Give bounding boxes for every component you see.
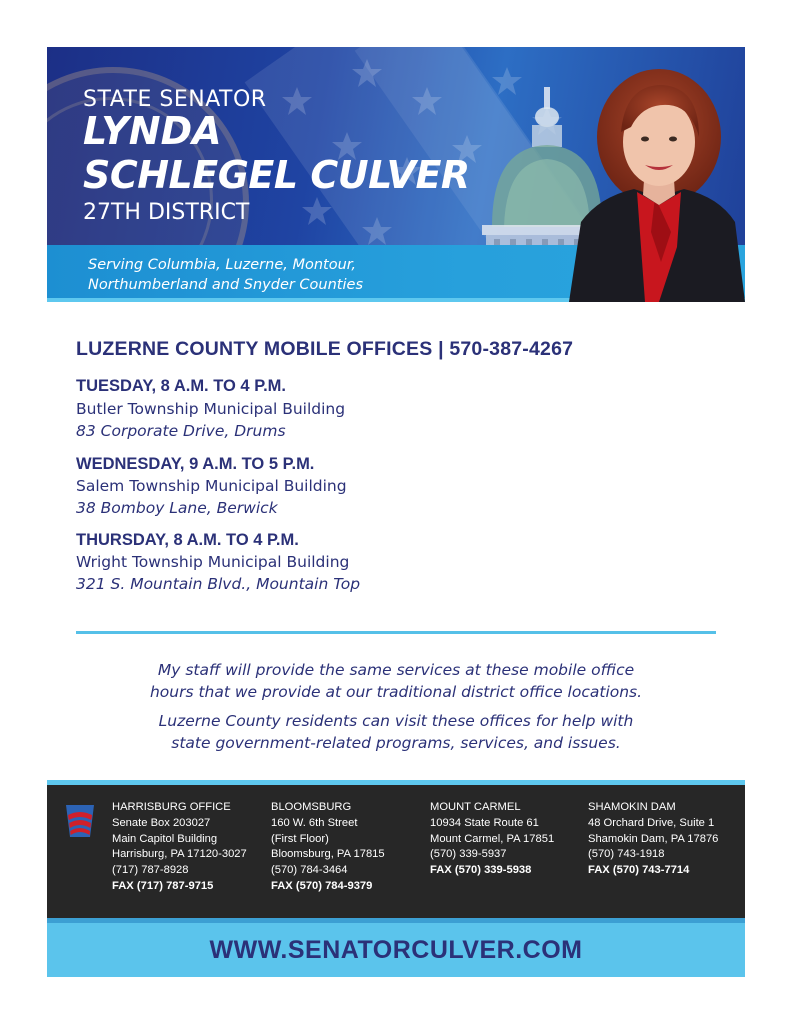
website-link[interactable]: WWW.SENATORCULVER.COM [209, 936, 583, 964]
schedule-building: Wright Township Municipal Building [76, 553, 350, 571]
schedule-building: Salem Township Municipal Building [76, 477, 347, 495]
office-name: HARRISBURG OFFICE [112, 801, 231, 813]
header-banner [47, 47, 745, 302]
office-line: Senate Box 203027 [112, 816, 211, 829]
serving-counties [88, 255, 363, 295]
services-note [76, 659, 716, 703]
office-line: Harrisburg, PA 17120-3027 [112, 848, 247, 861]
note-line: hours that we provide at our traditional district office locations. [149, 683, 643, 701]
note-line: Luzerne County residents can visit these offices for help with [158, 712, 634, 730]
office-line: 48 Orchard Drive, Suite 1 [588, 816, 715, 829]
office-line: Shamokin Dam, PA 17876 [588, 832, 719, 845]
serving-line: Northumberland and Snyder Counties [88, 277, 363, 293]
schedule-address: 38 Bomboy Lane, Berwick [76, 499, 278, 517]
website-bar [47, 923, 745, 977]
office-line: Main Capitol Building [112, 832, 218, 845]
schedule-day: WEDNESDAY, 9 A.M. TO 5 P.M. [76, 455, 315, 473]
office-phone: (717) 787-8928 [112, 864, 189, 877]
schedule-day: THURSDAY, 8 A.M. TO 4 P.M. [76, 531, 299, 549]
office-name: BLOOMSBURG [271, 801, 352, 813]
schedule-address: 321 S. Mountain Blvd., Mountain Top [76, 575, 361, 593]
schedule-day: TUESDAY, 8 A.M. TO 4 P.M. [76, 377, 286, 395]
office-directory [47, 785, 745, 918]
office-shamokin-dam [588, 800, 718, 879]
office-name: MOUNT CARMEL [430, 801, 521, 813]
schedule-address: 83 Corporate Drive, Drums [76, 422, 286, 440]
office-line: 160 W. 6th Street [271, 816, 358, 829]
banner-title: STATE SENATOR [83, 87, 267, 112]
office-phone: (570) 784-3464 [271, 864, 348, 877]
serving-line: Serving Columbia, Luzerne, Montour, [88, 257, 357, 273]
keystone-flag-icon [63, 803, 97, 839]
office-line: (First Floor) [271, 832, 329, 845]
office-fax: FAX (717) 787-9715 [112, 879, 214, 892]
residents-note [76, 710, 716, 754]
office-line: 10934 State Route 61 [430, 816, 539, 829]
office-name: SHAMOKIN DAM [588, 801, 676, 813]
office-phone: (570) 339-5937 [430, 848, 507, 861]
note-line: My staff will provide the same services at these mobile office [157, 661, 635, 679]
office-fax: FAX (570) 339-5938 [430, 864, 532, 877]
office-line: Mount Carmel, PA 17851 [430, 832, 555, 845]
senator-first-name: LYNDA [83, 109, 222, 153]
senator-portrait [559, 47, 745, 302]
office-mount-carmel [430, 800, 554, 879]
office-phone: (570) 743-1918 [588, 848, 665, 861]
mobile-offices-heading: LUZERNE COUNTY MOBILE OFFICES | 570-387-4267 [76, 338, 574, 360]
office-bloomsburg [271, 800, 385, 895]
office-fax: FAX (570) 784-9379 [271, 879, 373, 892]
note-line: state government-related programs, services, and issues. [171, 734, 621, 752]
section-divider [76, 631, 716, 634]
schedule-building: Butler Township Municipal Building [76, 400, 346, 418]
district-label: 27TH DISTRICT [83, 200, 250, 225]
office-harrisburg [112, 800, 247, 895]
office-fax: FAX (570) 743-7714 [588, 864, 690, 877]
office-line: Bloomsburg, PA 17815 [271, 848, 385, 861]
senator-last-name: SCHLEGEL CULVER [83, 153, 470, 197]
